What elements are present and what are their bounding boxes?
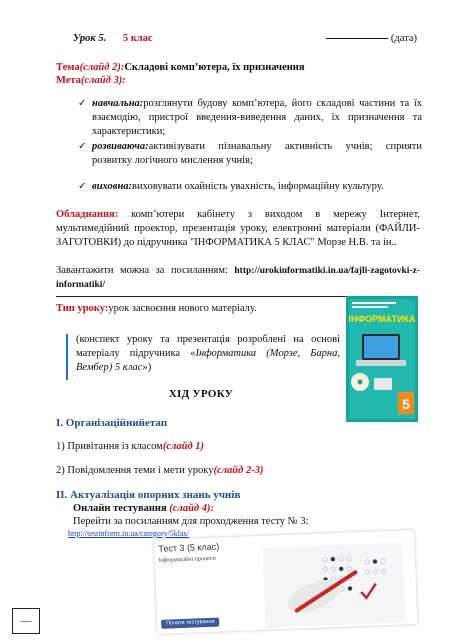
- follow-link-text: Перейти за посиланням для проходження тесту № 3:: [73, 516, 309, 527]
- monitor-icon: [374, 378, 392, 390]
- section-heading-knowledge: ІІ. Актуалізація опорних знань учнів: [56, 489, 241, 501]
- lesson-number: Урок 5.: [73, 33, 107, 44]
- start-test-button[interactable]: Почати тестування: [161, 618, 220, 629]
- goal-item-upbringing: [78, 180, 422, 194]
- lesson-header: [73, 32, 423, 46]
- lesson-summary: [76, 333, 340, 375]
- equipment-text: комп’ютери кабінету з виходом в мережу Інтернет, мультимедійний проектор, презентація уроку, електронні матеріали (ФАЙЛИ-ЗАГОТОВКИ) до підручника "ІНФОРМАТИКА 5 КЛАС" Морзе Н.В. та ін..: [56, 209, 420, 248]
- goal-slide: (слайд 3):: [80, 75, 126, 86]
- goal-item-text: розглянути будову комп’ютера, його складові частини та їх взаємодію, пристрої введення-виведення даних, їх призначення та характеристики;: [92, 98, 422, 137]
- page-number-box: —: [12, 608, 40, 634]
- equipment-label: Обладнання:: [56, 209, 119, 220]
- download-text: Завантажити можна за посиланням:: [56, 265, 235, 276]
- online-test-label: Онлайн тестування: [73, 503, 167, 514]
- equipment-paragraph: [56, 208, 420, 250]
- grade-badge-number: 5: [402, 396, 410, 412]
- plan-item: [56, 440, 356, 454]
- lesson-type-label: Тип уроку:: [56, 303, 109, 314]
- disc-hole: [358, 380, 363, 385]
- goal-label: Мета: [56, 75, 81, 86]
- lesson-type: [56, 302, 346, 316]
- plan-item-text: 2) Повідомлення теми і мети уроку: [56, 465, 214, 476]
- laptop-display: [364, 336, 398, 358]
- online-test-slide: (слайд 4):: [169, 503, 215, 514]
- plan-item-slide: (слайд 1): [162, 441, 205, 452]
- date-field: [326, 32, 417, 46]
- date-blank-line: [326, 38, 388, 39]
- goal-item-educational: [78, 97, 422, 139]
- topic-label: Тема: [56, 62, 80, 73]
- summary-text-start: (конспект уроку та презентація розроблені на основі матеріалу підручника «: [76, 334, 340, 359]
- lesson-grade: 5 клас: [122, 33, 153, 44]
- topic-slide: (слайд 2):: [79, 62, 125, 73]
- section-heading-organization: І. Організаційнийетап: [56, 417, 168, 429]
- lesson-topic: [56, 61, 416, 75]
- checkmark-icon: ✓: [78, 98, 87, 109]
- test-preview-title: Тест 3 (5 клас): [158, 541, 220, 554]
- plan-item-slide: (слайд 2-3): [213, 465, 264, 476]
- checkmark-icon: ✓: [78, 181, 87, 192]
- test-preview-image: [154, 540, 414, 634]
- cover-author-line: [352, 302, 396, 304]
- laptop-keyboard-icon: [356, 360, 406, 366]
- quote-bar: [66, 334, 68, 380]
- plan-item-text: 1) Привітання із класом: [56, 441, 163, 452]
- online-test-heading: [73, 502, 393, 516]
- goal-item-label: виховна:: [92, 181, 133, 192]
- checkmark-icon: ✓: [78, 141, 87, 152]
- lesson-plan-title: ХІД УРОКУ: [168, 388, 234, 400]
- download-link[interactable]: http://urokinformatiki.in.ua/fajli-zagotovki-z-informatiki/: [56, 266, 420, 290]
- plan-item: [56, 464, 356, 478]
- test-preview-subtitle: Інформаційні процеси: [158, 555, 216, 564]
- goal-item-text: активізувати пізнавальну активність учнів; сприяти розвитку логічного мислення учнів;: [92, 141, 422, 166]
- date-label: (дата): [390, 33, 417, 44]
- topic-text: Складові комп’ютера, їх призначення: [124, 62, 305, 73]
- test-preview-frame: [154, 530, 417, 634]
- cover-title-text: ІНФОРМАТИКА: [348, 314, 416, 324]
- textbook-cover-image: [346, 296, 418, 422]
- lesson-goal-heading: [56, 74, 416, 88]
- goal-item-label: розвиваюча:: [92, 141, 149, 152]
- cover-author-line: [352, 306, 388, 308]
- test-link[interactable]: http://testinform.in.ua/category/5klas/: [68, 529, 189, 538]
- download-paragraph: [56, 264, 420, 292]
- goal-item-label: навчальна:: [92, 98, 144, 109]
- goal-item-developmental: [78, 140, 422, 168]
- summary-book-title: Інформатика (Морзе, Барна, Вембер) 5 клас: [76, 347, 340, 373]
- goal-item-text: виховувати охайність увахність, інформаційну культуру.: [132, 181, 384, 192]
- summary-text-end: »): [142, 361, 152, 373]
- lesson-type-text: урок засвоєння нового матеріалу.: [108, 303, 257, 314]
